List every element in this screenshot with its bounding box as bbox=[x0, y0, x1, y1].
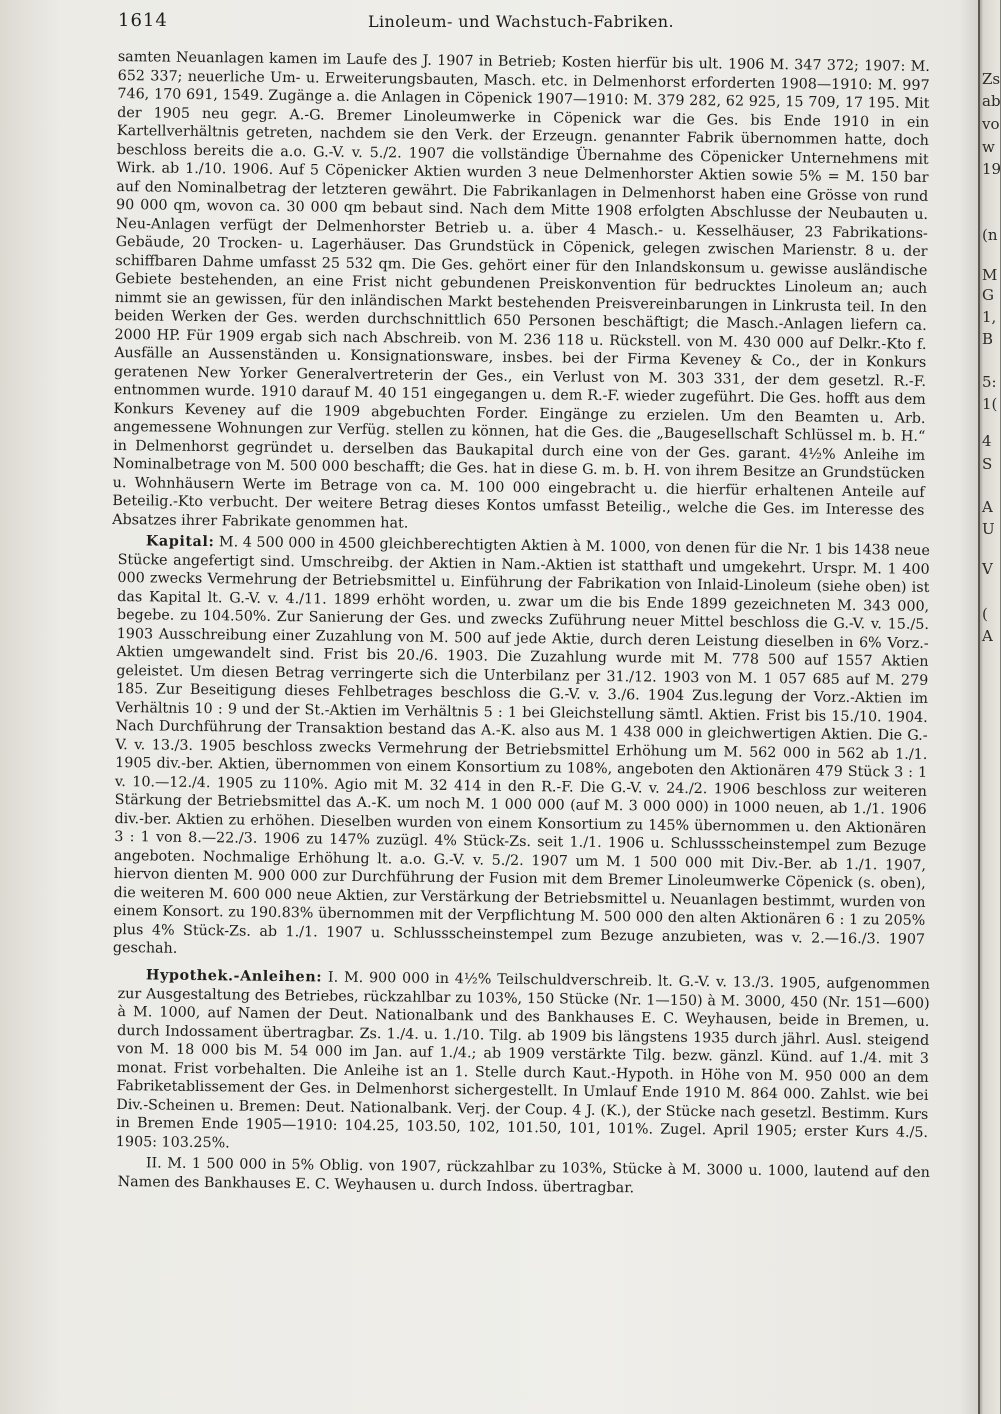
margin-fragment: 4 bbox=[982, 432, 992, 450]
margin-fragment: 1( bbox=[982, 395, 998, 413]
margin-fragment: S bbox=[982, 455, 993, 473]
margin-fragment: ab bbox=[982, 92, 1001, 110]
margin-fragment: G bbox=[982, 286, 994, 304]
kapital-label: Kapital: bbox=[145, 533, 215, 551]
margin-fragment: 19 bbox=[982, 160, 1001, 178]
page-gutter bbox=[978, 0, 1000, 1414]
margin-fragment: 5: bbox=[982, 373, 997, 391]
margin-fragment: A bbox=[982, 627, 993, 645]
margin-fragment: w bbox=[982, 138, 995, 156]
margin-fragment: 1, bbox=[982, 308, 997, 326]
kapital-paragraph bbox=[113, 532, 930, 967]
hypothek-label: Hypothek.-Anleihen: bbox=[145, 966, 323, 985]
margin-fragment: vo bbox=[982, 115, 1000, 133]
hypothek-text-1: I. M. 900 000 in 4½% Teilschuldverschreib. lt. G.-V. v. 13./3. 1905, aufgenommen zur Ausgestaltung des Betriebes, rückzahlbar zu 103%, 150 Stücke (Nr. 1—150) à M. 3000, 450 (Nr. 151—600) à M. 1000, auf Namen der Deut. Nationalbank und des Bankhauses E. C. Weyhausen, beide in Bremen, u. durch Indossament übertragbar. Zs. 1./4. u. 1./10. Tilg. ab 1909 bis längstens 1935 durch jährl. Ausl. steigend von M. 18 000 bis M. 54 000 im Jan. auf 1./4.; ab 1909 verstärkte Tilg. bezw. gänzl. Künd. auf 1./4. mit 3 monat. Frist vorbehalten. Die Anleihe ist an 1. Stelle durch Kaut.-Hypoth. in Höhe von M. 950 000 an dem Fabriketablissement der Ges. in Delmenhorst sichergestellt. In Umlauf Ende 1910 M. 864 000. Zahlst. wie bei Div.-Scheinen u. Bremen: Deut. Nationalbank. Verj. der Coup. 4 J. (K.), der Stücke nach gesetzl. Bestimm. Kurs in Bremen Ende 1905—1910: 104.25, 103.50, 102, 101.50, 101, 101%. Zugel. April 1905; erster Kurs 4./5. 1905: 103.25%. bbox=[115, 969, 930, 1151]
kapital-text: M. 4 500 000 in 4500 gleichberechtigten Aktien à M. 1000, von denen für die Nr. 1 bis 1438 neue Stücke angefertigt sind. Umschreibg. der Aktien in Nam.-Aktien ist statthaft und umgekehrt. Urspr. M. 1 400 000 zwecks Vermehrung der Betriebsmittel u. Einführung der Fabrikation von Inlaid-Linoleum (siehe oben) ist das Kapital lt. G.-V. v. 4./11. 1899 erhöht worden, u. zwar um die bis Ende 1899 gezeichneten M. 343 000, begebe. zu 104.50%. Zur Sanierung der Ges. und zwecks Zuführung neuer Mittel beschloss die G.-V. v. 15./5. 1903 Ausschreibung einer Zuzahlung von M. 500 auf jede Aktie, durch deren Leistung dieselben in 6% Vorz.-Aktien umgewandelt sind. Frist bis 20./6. 1903. Die Zuzahlung wurde mit M. 778 500 auf 1557 Aktien geleistet. Um diesen Betrag verringerte sich die Unterbilanz per 31./12. 1903 von M. 1 057 685 auf M. 279 185. Zur Beseitigung dieses Fehlbetrages beschloss die G.-V. v. 3./6. 1904 Zus.legung der Vorz.-Aktien im Verhältnis 10 : 9 und der St.-Aktien im Verhältnis 5 : 1 bei Gleichstellung sämtl. Aktien. Frist bis 15./10. 1904. Nach Durchführung der Transaktion bestand das A.-K. also aus M. 1 438 000 in gleichwertigen Aktien. Die G.-V. v. 13./3. 1905 beschloss zwecks Vermehrung der Betriebsmittel Erhöhung um M. 562 000 in 562 ab 1./1. 1905 div.-ber. Aktien, übernommen von einem Konsortium zu 108%, angeboten den Aktionären 479 Stück 3 : 1 v. 10.—12./4. 1905 zu 110%. Agio mit M. 32 414 in den R.-F. Die G.-V. v. 24./2. 1906 beschloss zur weiteren Stärkung der Betriebsmittel das A.-K. um noch M. 1 000 000 (auf M. 3 000 000) in 1000 neuen, ab 1./1. 1906 div.-ber. Aktien zu erhöhen. Dieselben wurden von einem Konsortium zu 145% übernommen u. den Aktionären 3 : 1 von 8.—22./3. 1906 zu 147% zuzügl. 4% Stück-Zs. seit 1./1. 1906 u. Schlussscheinstempel zum Bezuge angeboten. Nochmalige Erhöhung lt. a.o. G.-V. v. 5./2. 1907 um M. 1 500 000 mit Div.-Ber. ab 1./1. 1907, hiervon dienten M. 900 000 zur Durchführung der Fusion mit dem Bremer Linoleumwerke Cöpenick (s. oben), die weiteren M. 600 000 neue Aktien, zur Verstärkung der Betriebsmittel u. Neuanlagen bestimmt, wurden von einem Konsort. zu 190.83% übernommen mit der Verpflichtung M. 500 000 den alten Aktionären 6 : 1 zu 205% plus 4% Stück-Zs. ab 1./1. 1907 u. Schlussscheinstempel zum Bezuge anzubieten, was v. 2.—16./3. 1907 geschah. bbox=[112, 534, 930, 957]
page-content bbox=[112, 10, 930, 1196]
body-paragraph-1: samten Neuanlagen kamen im Laufe des J. 1907 in Betrieb; Kosten hierfür bis ult. 1906 M. 347 372; 1907: M. 652 337; neuerliche Um- u. Erweiterungsbauten, Masch. etc. in Delmenhorst erforderten 1908—1910: M. 997 746, 170 691, 1549. Zugänge a. die Anlagen in Cöpenick 1907—1910: M. 379 282, 62 925, 15 709, 17 195. Mit der 1905 neu gegr. A.-G. Bremer Linoleumwerke in Cöpenick war die Ges. bis Ende 1910 in ein Kartellverhältnis getreten, nachdem sie den Verk. der Erzeugn. genannter Fabrik übernommen hatte, doch beschloss bereits die a.o. G.-V. v. 5./2. 1907 die vollständige Übernahme des Cöpenicker Unternehmens mit Wirk. ab 1./10. 1906. Auf 5 Cöpenicker Aktien wurden 3 neue Delmenhorster Aktien sowie 5% = M. 150 bar auf den Nominalbetrag der letzteren gewährt. Die Fabrikanlagen in Delmenhorst haben eine Grösse von rund 90 000 qm, wovon ca. 30 000 qm bebaut sind. Nach dem Mitte 1908 erfolgten Abschlusse der Neubauten u. Neu-Anlagen verfügt der Delmenhorster Betrieb u. a. über 4 Masch.- u. Kesselhäuser, 23 Fabrikations-Gebäude, 20 Trocken- u. Lagerhäuser. Das Grundstück in Cöpenick, gelegen zwischen Marienstr. 8 u. der schiffbaren Dahme umfasst 25 532 qm. Die Ges. gehört einer für den Inlandskonsum u. gewisse ausländische Gebiete bestehenden, an eine Frist nicht gebundenen Preiskonvention für bedrucktes Linoleum an; auch nimmt sie an gewissen, für den inländischen Markt bestehenden Preisvereinbarungen in Linkrusta teil. In den beiden Werken der Ges. werden durchschnittlich 650 Personen beschäftigt; die Masch.-Anlagen liefern ca. 2000 HP. Für 1909 ergab sich nach Abschreib. von M. 236 118 u. Rückstell. von M. 430 000 auf Delkr.-Kto f. Ausfälle an Aussenständen u. Konsignationsware, insbes. bei der Firma Keveney & Co., der in Konkurs geratenen New Yorker Generalvertreterin der Ges., ein Verlust von M. 303 331, der dem gesetzl. R.-F. entnommen wurde. 1910 darauf M. 40 151 eingegangen u. dem R.-F. wieder zugeführt. Die Ges. hofft aus dem Konkurs Keveney auf die 1909 abgebuchten Forder. Eingänge zu erzielen. Um den Beamten u. Arb. angemessene Wohnungen zur Verfüg. stellen zu können, hat die Ges. die „Baugesellschaft Schlüssel m. b. H.“ in Delmenhorst gegründet u. derselben das Baukapital durch eine von der Ges. garant. 4½% Anleihe im Nominalbetrage von M. 500 000 beschafft; die Ges. hat in diese G. m. b. H. von ihrem Besitze an Grundstücken u. Wohnhäusern Werte im Betrage von ca. M. 100 000 eingebracht u. die hierfür erhaltenen Anteile auf Beteilig.-Kto verbucht. Der weitere Betrag dieses Kontos umfasst Beteilig., welche die Ges. im Interesse des Absatzes ihrer Fabrikate genommen hat. bbox=[112, 48, 930, 532]
margin-fragment: ( bbox=[982, 605, 988, 623]
gutter-edge bbox=[978, 0, 980, 1414]
margin-fragment: Zs bbox=[982, 70, 1001, 88]
margin-fragment: V bbox=[982, 560, 993, 578]
running-header bbox=[118, 10, 930, 40]
margin-fragment: M bbox=[982, 266, 998, 284]
hypothek-paragraph-2: II. M. 1 500 000 in 5% Oblig. von 1907, rückzahlbar zu 103%, Stücke à M. 3000 u. 1000, lautend auf den Namen des Bankhauses E. C. Weyhausen u. durch Indoss. übertragbar. bbox=[117, 1154, 930, 1196]
margin-fragment: U bbox=[982, 520, 995, 538]
page-number: 1614 bbox=[118, 10, 168, 31]
hypothek-paragraph bbox=[116, 966, 930, 1161]
running-title: Linoleum- und Wachstuch-Fabriken. bbox=[368, 12, 674, 31]
margin-fragment: A bbox=[982, 498, 993, 516]
margin-fragment: (n bbox=[982, 226, 998, 244]
margin-fragment: B bbox=[982, 330, 994, 348]
